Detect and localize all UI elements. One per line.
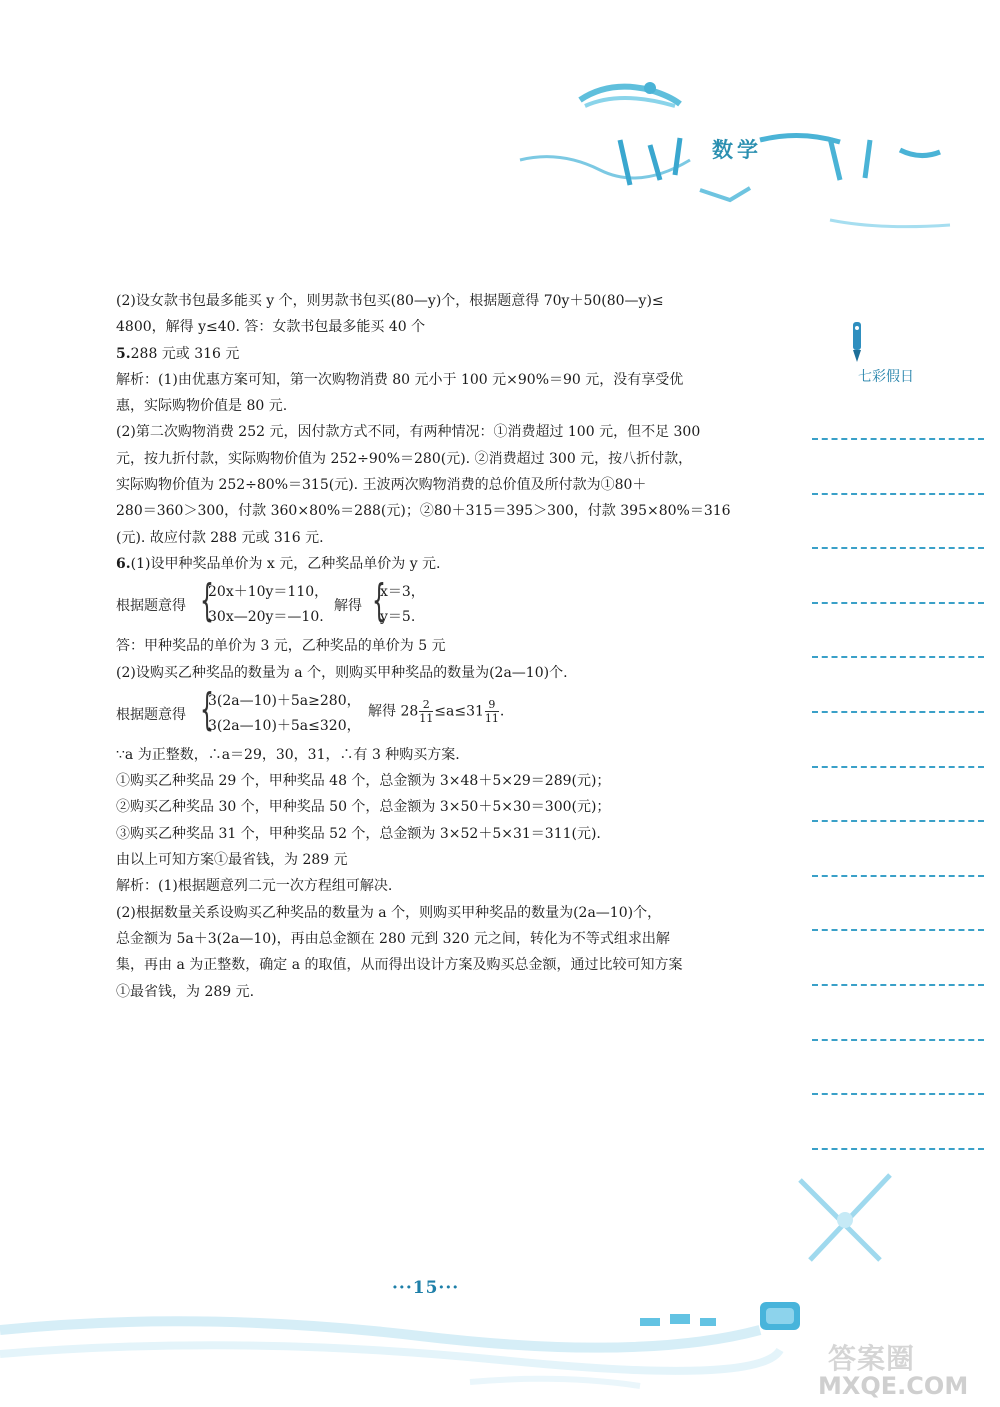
equation: 20x＋10y＝110， xyxy=(208,584,329,601)
note-line xyxy=(812,656,984,660)
text-line: ②购买乙种奖品 30 个，甲种奖品 50 个，总金额为 3×50＋5×30＝300(元)； xyxy=(116,799,611,816)
text-line: (元). 故应付款 288 元或 316 元. xyxy=(116,529,324,546)
text-line: ∵a 为正整数，∴a＝29，30，31，∴有 3 种购买方案. xyxy=(116,746,460,763)
inequality-system xyxy=(116,683,796,740)
note-line xyxy=(812,875,984,879)
watermark-text: 答案圈 xyxy=(828,1342,916,1375)
numerator: 2 xyxy=(419,698,433,712)
note-line xyxy=(812,493,984,497)
text-line: ①最省钱，为 289 元. xyxy=(116,983,255,1000)
text-line: 总金额为 5a＋3(2a—10)，再由总金额在 280 元到 320 元之间，转化为不等式组求出解 xyxy=(116,930,670,947)
numerator: 9 xyxy=(485,698,499,712)
solution: x＝3， xyxy=(380,584,425,601)
note-line xyxy=(812,547,984,551)
sidebar-label: 七彩假日 xyxy=(858,369,914,385)
solve-label: 解得 xyxy=(334,598,362,615)
text-line: 280＝360＞300，付款 360×80%＝288(元)；②80＋315＝395＞300，付款 395×80%＝316 xyxy=(116,503,731,520)
question-6-part-1 xyxy=(116,551,796,577)
solution-range xyxy=(368,698,504,725)
left-brace: { xyxy=(200,575,214,627)
equation: 30x—20y＝—10. xyxy=(208,609,324,626)
inequality: 3(2a—10)＋5a≤320， xyxy=(208,717,361,734)
equation-system-1 xyxy=(116,575,796,631)
inequality: 3(2a—10)＋5a≥280， xyxy=(208,692,361,709)
left-brace: { xyxy=(200,683,214,735)
text-line: (2)设女款书包最多能买 y 个，则男款书包买(80—y)个，根据题意得 70y＋50(80—y)≤ xyxy=(116,293,664,309)
text-line: (2)设购买乙种奖品的数量为 a 个，则购买甲种奖品的数量为(2a—10)个. xyxy=(116,664,568,681)
solve-label: 解得 28 xyxy=(368,703,419,720)
text-line: 4800，解得 y≤40. 答：女款书包最多能买 40 个 xyxy=(116,319,426,336)
note-line xyxy=(812,438,984,442)
subject-title: 数学 xyxy=(712,138,762,162)
text-line: 由以上可知方案①最省钱，为 289 元 xyxy=(116,852,348,869)
crossed-sticks-decoration xyxy=(770,1160,920,1270)
system-lead: 根据题意得 xyxy=(116,598,186,615)
text-line: (2)根据数量关系设购买乙种奖品的数量为 a 个，则购买甲种奖品的数量为(2a—10)个， xyxy=(116,904,662,921)
note-line xyxy=(812,1148,984,1152)
solution: y＝5. xyxy=(380,609,416,626)
denominator: 11 xyxy=(484,711,499,725)
note-line xyxy=(812,1039,984,1043)
relation: ≤a≤31 xyxy=(434,703,484,720)
note-line xyxy=(812,602,984,606)
left-brace: { xyxy=(372,575,386,627)
text-line: 实际购物价值为 252÷80%＝315(元). 王波两次购物消费的总价值及所付款为①80＋ xyxy=(116,477,647,494)
footer-logo-decoration xyxy=(640,1290,820,1350)
denominator: 11 xyxy=(419,711,434,725)
question-number: 6. xyxy=(116,555,131,572)
text-line: 惠，实际购物价值是 80 元. xyxy=(116,398,288,415)
note-line xyxy=(812,929,984,933)
text-segment: (1)设甲种奖品单价为 x 元，乙种奖品单价为 y 元. xyxy=(130,555,441,572)
question-5-answer xyxy=(116,341,796,367)
fraction xyxy=(485,698,499,725)
note-line xyxy=(812,984,984,988)
page-number: ···15··· xyxy=(392,1278,460,1298)
text-line: 元，按九折付款，实际购物价值为 252÷90%＝280(元). ②消费超过 300 元，按八折付款， xyxy=(116,450,693,467)
watermark-url: MXQE.COM xyxy=(818,1372,969,1400)
text-line: 集，再由 a 为正整数，确定 a 的取值，从而得出设计方案及购买总金额，通过比较可知方案 xyxy=(116,957,683,974)
note-line xyxy=(812,1093,984,1097)
fraction xyxy=(419,698,433,725)
question-number: 5. xyxy=(116,345,131,362)
text-line: ③购买乙种奖品 31 个，甲种奖品 52 个，总金额为 3×52＋5×31＝311(元). xyxy=(116,825,601,842)
text-line: (2)第二次购物消费 252 元，因付款方式不同，有两种情况：①消费超过 100 元，但不足 300 xyxy=(116,424,701,441)
answer-text xyxy=(116,288,796,1005)
pen-icon xyxy=(847,322,867,366)
note-line xyxy=(812,766,984,770)
note-line xyxy=(812,820,984,824)
text-line: ①购买乙种奖品 29 个，甲种奖品 48 个，总金额为 3×48＋5×29＝289(元)； xyxy=(116,773,611,790)
text-line: 解析：(1)根据题意列二元一次方程组可解决. xyxy=(116,878,393,895)
answer-value: 288 元或 316 元 xyxy=(130,345,240,362)
note-line xyxy=(812,711,984,715)
note-lines xyxy=(812,438,984,1202)
text-line: 解析：(1)由优惠方案可知，第一次购物消费 80 元小于 100 元×90%＝90 元，没有享受优 xyxy=(116,371,684,388)
system-lead: 根据题意得 xyxy=(116,706,186,723)
text-line: 答：甲种奖品的单价为 3 元，乙种奖品的单价为 5 元 xyxy=(116,638,446,655)
period: . xyxy=(499,703,505,720)
